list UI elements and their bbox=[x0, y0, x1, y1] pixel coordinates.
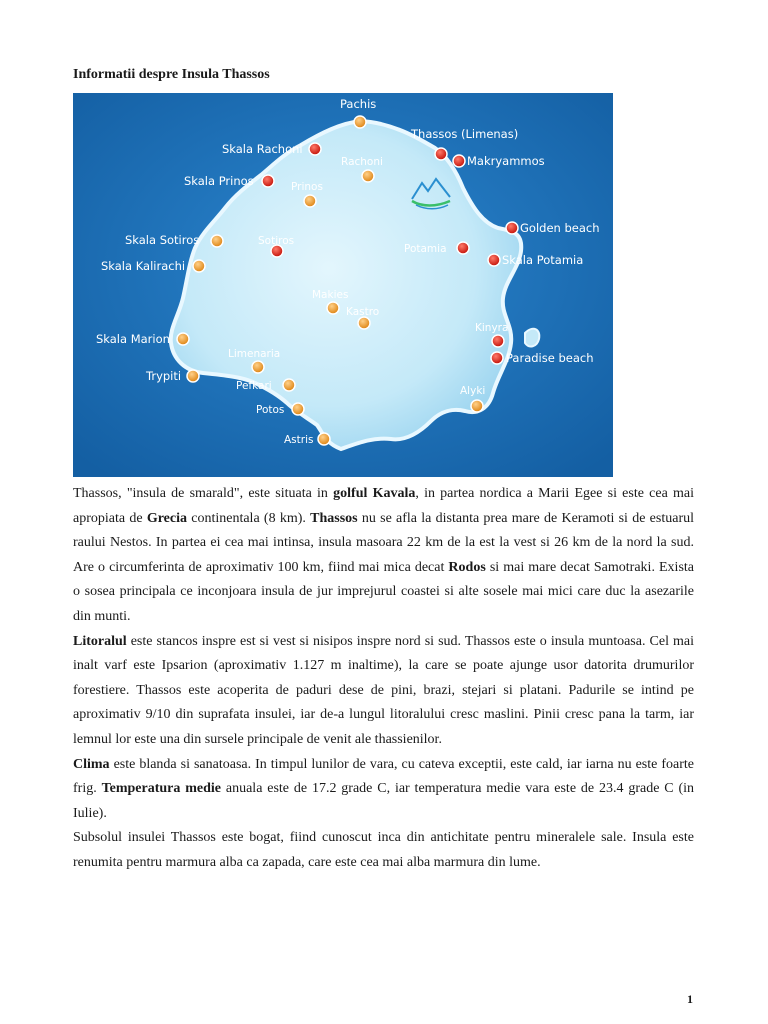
marker-skala-potamia bbox=[488, 254, 500, 266]
paragraph-subsoil: Subsolul insulei Thassos este bogat, fiind cunoscut inca din antichitate pentru mineralele sale. Insula este renumita pentru marmura alba ca zapada, care este cea mai alba marmura din lume. bbox=[73, 830, 694, 870]
label-alyki: Alyki bbox=[460, 385, 486, 397]
marker-skala-rachoni bbox=[309, 143, 321, 155]
label-prinos: Prinos bbox=[291, 181, 323, 193]
marker-makryammos bbox=[453, 155, 465, 167]
label-kastro: Kastro bbox=[346, 306, 380, 318]
marker-skala-kalirachi bbox=[193, 260, 205, 272]
label-skala-potamia: Skala Potamia bbox=[502, 253, 584, 267]
marker-astris bbox=[318, 433, 330, 445]
label-potamia: Potamia bbox=[404, 243, 447, 255]
page-title: Informatii despre Insula Thassos bbox=[73, 67, 270, 82]
label-pachis: Pachis bbox=[340, 97, 377, 111]
marker-paradise-beach bbox=[491, 352, 503, 364]
marker-golden-beach bbox=[506, 222, 518, 234]
bold-litoralul: Litoralul bbox=[73, 633, 127, 649]
label-limenaria: Limenaria bbox=[228, 348, 281, 360]
marker-skala-sotiros bbox=[211, 235, 223, 247]
label-skala-prinos: Skala Prinos bbox=[184, 174, 254, 188]
marker-potos bbox=[292, 403, 304, 415]
bold-golful-kavala: golful Kavala bbox=[333, 486, 416, 501]
marker-skala-marion bbox=[177, 333, 189, 345]
marker-prinos bbox=[304, 195, 316, 207]
label-potos: Potos bbox=[256, 404, 285, 416]
marker-limenaria bbox=[252, 361, 264, 373]
map-graphic bbox=[73, 93, 613, 477]
bold-grecia: Grecia bbox=[146, 510, 187, 526]
page-number: 1 bbox=[687, 992, 693, 1006]
marker-pefkari bbox=[283, 379, 295, 391]
label-skala-rachoni: Skala Rachoni bbox=[222, 142, 303, 156]
marker-rachoni bbox=[362, 170, 374, 182]
label-makryammos: Makryammos bbox=[467, 154, 545, 168]
paragraph-climate: Clima este blanda si sanatoasa. In timpul lunilor de vara, cu cateva exceptii, este cald, iar iarna nu este foarte frig. Temperatura medie anuala este de 17.2 grade C, iar temperatura medie vara este de 23.4 grade C (in Iulie). bbox=[73, 756, 695, 821]
label-thassos-limenas: Thassos (Limenas) bbox=[411, 127, 519, 141]
bold-thassos: Thassos bbox=[310, 510, 358, 526]
marker-pachis bbox=[354, 116, 366, 128]
label-skala-marion: Skala Marion bbox=[96, 332, 170, 346]
marker-trypiti bbox=[187, 370, 199, 382]
label-golden-beach: Golden beach bbox=[520, 221, 600, 235]
bold-temperatura-medie: Temperatura medie bbox=[101, 781, 222, 797]
thassos-map bbox=[73, 93, 613, 477]
label-makies: Makies bbox=[312, 289, 349, 301]
marker-makies bbox=[327, 302, 339, 314]
label-rachoni: Rachoni bbox=[341, 156, 383, 168]
marker-skala-prinos bbox=[262, 175, 274, 187]
marker-alyki bbox=[471, 400, 483, 412]
islet-shape bbox=[525, 329, 539, 347]
bold-rodos: Rodos bbox=[448, 559, 486, 575]
label-trypiti: Trypiti bbox=[146, 369, 182, 383]
marker-kastro bbox=[358, 317, 370, 329]
marker-potamia bbox=[457, 242, 469, 254]
bold-clima: Clima bbox=[73, 756, 110, 772]
label-paradise-beach: Paradise beach bbox=[506, 351, 594, 365]
marker-kinyra bbox=[492, 335, 504, 347]
paragraph-coast: Litoralul este stancos inspre est si vest si nisipos inspre nord si sud. Thassos este o insula muntoasa. Cel mai inalt varf este Ipsarion (aproximativ 1.127 m inaltime), la care se poate ajunge usor datorita drumurilor forestiere. Thassos este acoperita de paduri dese de pini, brazi, stejari si platani. Padurile se intind pe aproximativ 9/10 din suprafata insulei, iar de-a lungul litoralului cresc maslini. Pinii cresc pana la tarm, iar lemnul lor este una din sursele principale de venit ale thassienilor. bbox=[73, 633, 694, 747]
label-pefkari: Pefkari bbox=[236, 380, 272, 392]
label-skala-sotiros: Skala Sotiros bbox=[125, 233, 200, 247]
article-body bbox=[73, 482, 694, 876]
marker-thassos-limenas bbox=[435, 148, 447, 160]
label-sotiros: Sotiros bbox=[258, 235, 295, 247]
label-astris: Astris bbox=[284, 434, 314, 446]
label-kinyra: Kinyra bbox=[475, 322, 509, 334]
label-skala-kalirachi: Skala Kalirachi bbox=[101, 259, 186, 273]
paragraph-location: Thassos, "insula de smarald", este situata in golful Kavala, in partea nordica a Marii Egee si este cea mai apropiata de Grecia continentala (8 km). Thassos nu se afla la distanta prea mare de Keramoti si de estuarul raului Nestos. In partea ei cea mai intinsa, insula masoara 22 km de la est la vest si 26 km de la nord la sud. Are o circumferinta de aproximativ 100 km, fiind mai mica decat Rodos si mai mare decat Samotraki. Exista o sosea principala ce inconjoara insula de jur imprejurul coastei si alte sosele mai mici care duc la asezarile din munti. bbox=[73, 486, 694, 624]
